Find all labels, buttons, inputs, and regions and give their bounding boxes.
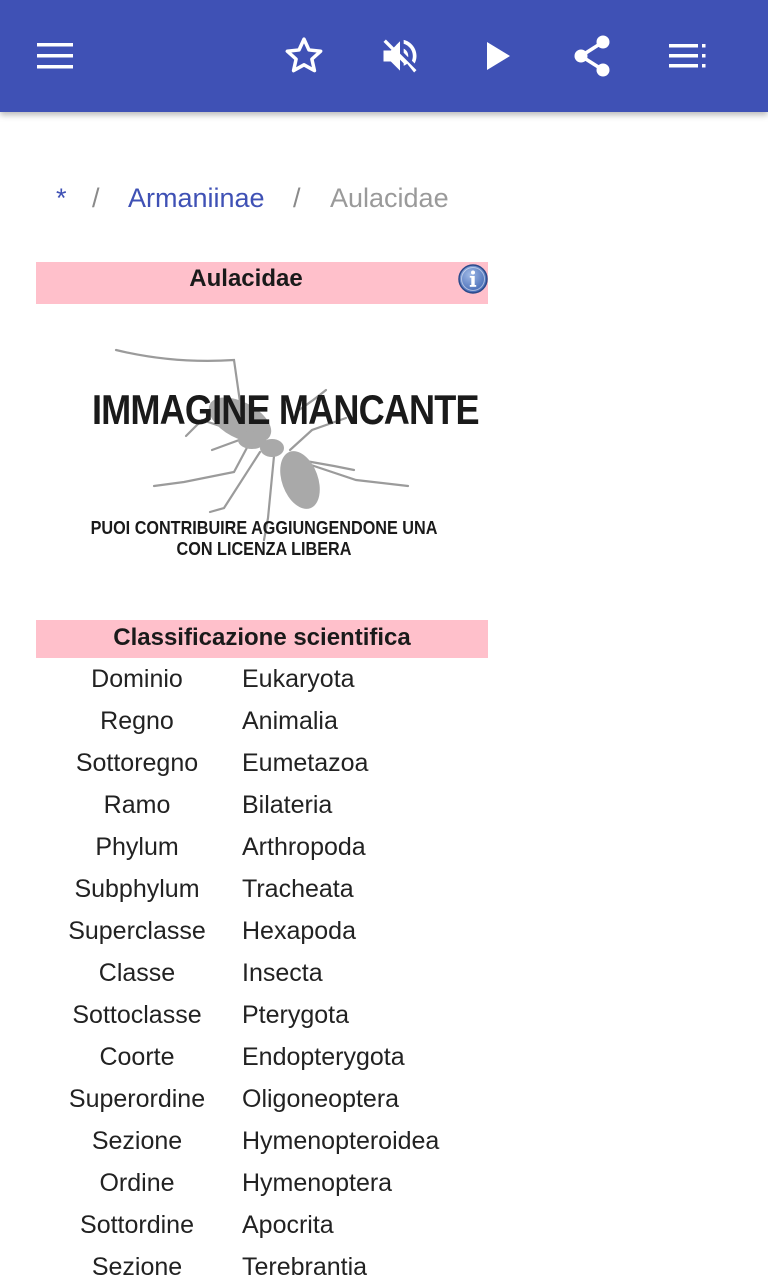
- table-row: [36, 1246, 488, 1288]
- breadcrumb-separator: /: [92, 183, 100, 213]
- table-row: [36, 700, 488, 742]
- table-row: [36, 1036, 488, 1078]
- taxon-value: Apocrita: [242, 1211, 334, 1239]
- rank-label: Sezione: [91, 1127, 183, 1155]
- table-row: [36, 1120, 488, 1162]
- table-row: [36, 994, 488, 1036]
- table-row: [36, 742, 488, 784]
- play-icon[interactable]: [470, 28, 526, 84]
- menu-icon[interactable]: [28, 28, 84, 84]
- table-row: [36, 868, 488, 910]
- rank-label: Phylum: [95, 833, 179, 861]
- rank-label: Dominio: [91, 665, 183, 693]
- table-row: [36, 658, 488, 700]
- table-row: [36, 826, 488, 868]
- breadcrumb-root-link[interactable]: *: [56, 183, 67, 213]
- breadcrumb-parent-link[interactable]: Armaniinae: [128, 183, 265, 213]
- missing-image-placeholder: [64, 340, 479, 570]
- rank-label: Sezione: [91, 1253, 183, 1281]
- taxon-value: Bilateria: [242, 791, 333, 819]
- taxonomy-table: [36, 658, 488, 1288]
- taxon-value: Arthropoda: [242, 833, 366, 861]
- taxon-value: Oligoneoptera: [242, 1085, 400, 1113]
- taxon-value: Insecta: [242, 959, 323, 987]
- rank-label: Ramo: [103, 791, 171, 819]
- table-row: [36, 910, 488, 952]
- infobox-title-bar: [36, 262, 488, 304]
- rank-label: Sottordine: [80, 1211, 194, 1239]
- taxon-value: Tracheata: [242, 875, 354, 903]
- rank-label: Classe: [98, 959, 176, 987]
- rank-label: Regno: [100, 707, 174, 735]
- rank-label: Superordine: [68, 1085, 206, 1113]
- volume-off-icon[interactable]: [372, 28, 428, 84]
- missing-image-subtitle: CON LICENZA LIBERA: [176, 539, 352, 559]
- star-outline-icon[interactable]: [276, 28, 332, 84]
- rank-label: Sottoregno: [75, 749, 199, 777]
- table-row: [36, 784, 488, 826]
- breadcrumb-separator: /: [293, 183, 301, 213]
- missing-image-subtitle: PUOI CONTRIBUIRE AGGIUNGENDONE UNA: [90, 518, 438, 538]
- breadcrumb-current: Aulacidae: [330, 183, 449, 213]
- rank-label: Sottoclasse: [72, 1001, 202, 1029]
- rank-label: Superclasse: [68, 917, 206, 945]
- classification-header: Classificazione scientifica: [36, 620, 488, 658]
- table-row: [36, 1204, 488, 1246]
- table-row: [36, 952, 488, 994]
- taxon-value: Hymenoptera: [242, 1169, 393, 1197]
- rank-label: Ordine: [99, 1169, 175, 1197]
- share-icon[interactable]: [564, 28, 620, 84]
- info-icon[interactable]: [457, 263, 489, 295]
- taxon-value: Hexapoda: [242, 917, 356, 945]
- taxon-value: Endopterygota: [242, 1043, 405, 1071]
- app-toolbar: [0, 0, 768, 112]
- table-row: [36, 1078, 488, 1120]
- rank-label: Coorte: [99, 1043, 175, 1071]
- table-row: [36, 1162, 488, 1204]
- taxon-value: Eumetazoa: [242, 749, 369, 777]
- taxon-value: Eukaryota: [242, 665, 355, 693]
- taxon-value: Animalia: [242, 707, 338, 735]
- taxon-value: Terebrantia: [242, 1253, 368, 1281]
- missing-image-title: IMMAGINE MANCANTE: [92, 386, 479, 433]
- rank-label: Subphylum: [74, 875, 200, 903]
- infobox-title: Aulacidae: [189, 265, 303, 292]
- taxon-value: Pterygota: [242, 1001, 350, 1029]
- list-menu-icon[interactable]: [660, 28, 716, 84]
- taxon-value: Hymenopteroidea: [242, 1127, 440, 1155]
